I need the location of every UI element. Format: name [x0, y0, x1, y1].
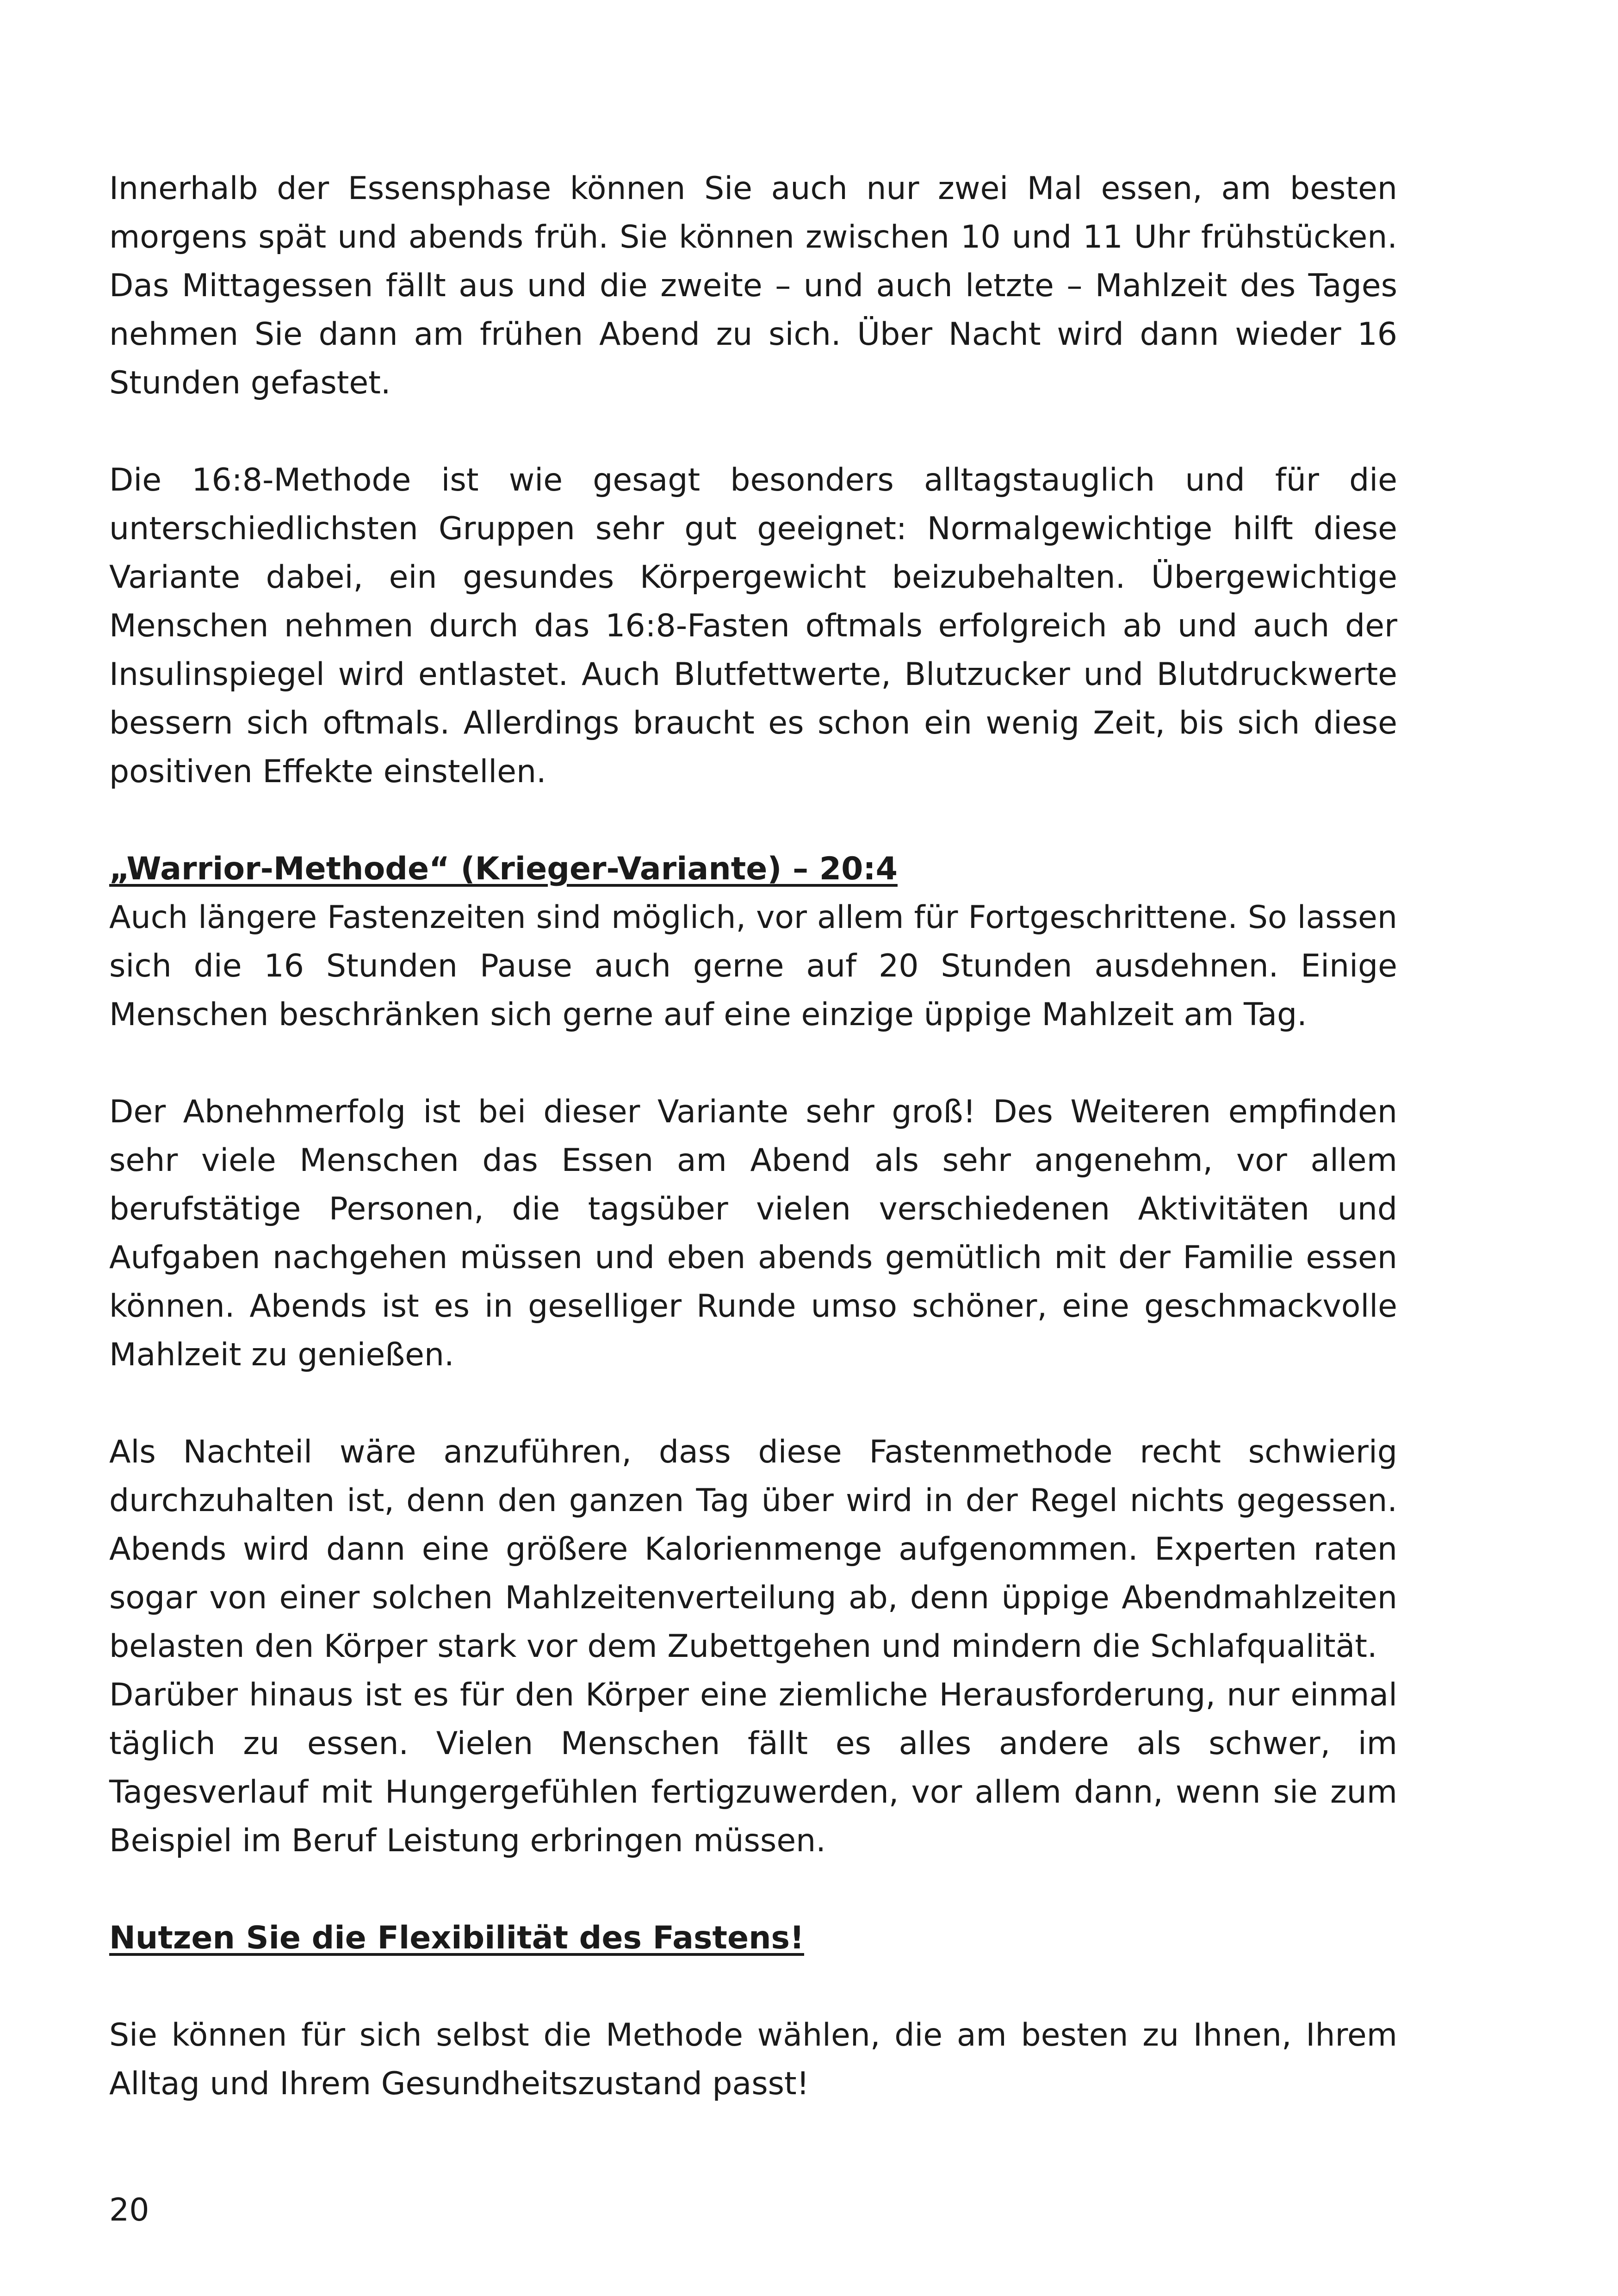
paragraph-intro-1: Innerhalb der Essensphase können Sie auch nur zwei Mal essen, am besten morgens spät und abends früh. Sie können zwischen 10 und 11 Uhr frühstücken. Das Mittagessen fällt aus und die zweite – und auch letzte – Mahlzeit des Tages nehmen Sie dann am frühen Abend zu sich. Über Nacht wird dann wieder 16 Stunden gefastet. [109, 170, 1397, 401]
paragraph-warrior-4: Darüber hinaus ist es für den Körper eine ziemliche Herausforderung, nur einmal täglich zu essen. Vielen Menschen fällt es alles andere als schwer, im Tagesverlauf mit Hungergefühlen fertigzuwerden, vor allem dann, wenn sie zum Beispiel im Beruf Leistung erbringen müssen. [109, 1677, 1397, 1859]
heading-warrior-method: „Warrior-Methode“ (Krieger-Variante) – 20:4 [109, 851, 898, 887]
paragraph-warrior-2: Der Abnehmerfolg ist bei dieser Variante sehr groß! Des Weiteren empfinden sehr viele Menschen das Essen am Abend als sehr angenehm, vor allem berufstätige Personen, die tagsüber vielen verschiedenen Aktivitäten und Aufgaben nachgehen müssen und eben abends gemütlich mit der Familie essen können. Abends ist es in geselliger Runde umso schöner, eine geschmackvolle Mahlzeit zu genießen. [109, 1094, 1397, 1373]
page-number: 20 [109, 2192, 149, 2228]
heading-flexibility: Nutzen Sie die Flexibilität des Fastens! [109, 1920, 804, 1956]
page-body [109, 164, 1397, 2157]
paragraph-intro-2: Die 16:8-Methode ist wie gesagt besonders alltagstauglich und für die unterschiedlichsten Gruppen sehr gut geeignet: Normalgewichtige hilft diese Variante dabei, ein gesundes Körpergewicht beizubehalten. Übergewichtige Menschen nehmen durch das 16:8-Fasten oftmals erfolgreich ab und auch der Insulinspiegel wird entlastet. Auch Blutfettwerte, Blutzucker und Blutdruckwerte bessern sich oftmals. Allerdings braucht es schon ein wenig Zeit, bis sich diese positiven Effekte einstellen. [109, 462, 1397, 790]
paragraph-warrior-3: Als Nachteil wäre anzuführen, dass diese Fastenmethode recht schwierig durchzuhalten ist, denn den ganzen Tag über wird in der Regel nichts gegessen. Abends wird dann eine größere Kalorienmenge aufgenommen. Experten raten sogar von einer solchen Mahlzeitenverteilung ab, denn üppige Abendmahlzeiten belasten den Körper stark vor dem Zubettgehen und mindern die Schlafqualität. [109, 1434, 1397, 1665]
paragraph-warrior-1: Auch längere Fastenzeiten sind möglich, vor allem für Fortgeschrittene. So lassen sich die 16 Stunden Pause auch gerne auf 20 Stunden ausdehnen. Einige Menschen beschränken sich gerne auf eine einzige üppige Mahlzeit am Tag. [109, 899, 1397, 1033]
paragraph-flexibility: Sie können für sich selbst die Methode wählen, die am besten zu Ihnen, Ihrem Alltag und Ihrem Gesundheitszustand passt! [109, 2017, 1397, 2102]
